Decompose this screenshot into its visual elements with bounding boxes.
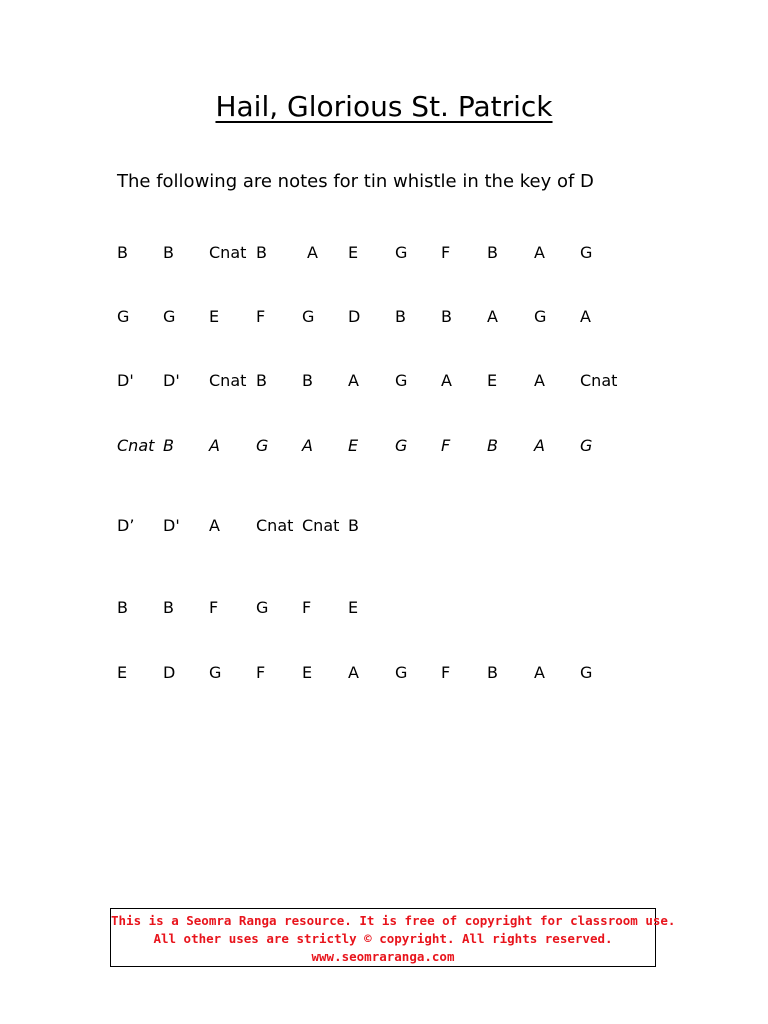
note: G <box>302 307 315 326</box>
note: D' <box>163 371 180 390</box>
note: D' <box>117 371 134 390</box>
note: E <box>348 243 359 262</box>
note: A <box>441 371 452 390</box>
note: A <box>487 307 498 326</box>
note: E <box>302 663 313 682</box>
note: G <box>117 307 130 326</box>
note: E <box>209 307 220 326</box>
note: F <box>441 243 451 262</box>
note: G <box>395 243 408 262</box>
note: B <box>441 307 452 326</box>
note: A <box>302 436 313 455</box>
note: A <box>348 371 359 390</box>
note: G <box>580 436 593 455</box>
note: B <box>302 371 313 390</box>
note: G <box>209 663 222 682</box>
note: E <box>348 436 359 455</box>
note: B <box>117 598 128 617</box>
note-row-1 <box>0 243 768 265</box>
note: G <box>534 307 547 326</box>
note: G <box>256 598 269 617</box>
note: Cnat <box>209 243 247 262</box>
note: A <box>580 307 591 326</box>
footer-line-2: All other uses are strictly © copyright. All rights reserved. <box>153 931 613 946</box>
note: B <box>256 243 267 262</box>
page-title: Hail, Glorious St. Patrick <box>215 90 553 123</box>
note: A <box>534 371 545 390</box>
footer-link[interactable]: www.seomraranga.com <box>311 949 455 964</box>
intro-text: The following are notes for tin whistle in the key of D <box>117 171 594 192</box>
note: F <box>256 307 266 326</box>
note: B <box>163 598 174 617</box>
note: D' <box>163 516 180 535</box>
note: A <box>209 436 220 455</box>
note-row-5 <box>0 516 768 538</box>
footer-line-1: This is a Seomra Ranga resource. It is free of copyright for classroom use. <box>111 913 676 928</box>
note: Cnat <box>302 516 340 535</box>
note: G <box>256 436 269 455</box>
note: A <box>534 436 545 455</box>
note: B <box>348 516 359 535</box>
note: D <box>163 663 176 682</box>
note: E <box>487 371 498 390</box>
note: G <box>163 307 176 326</box>
note: A <box>534 243 545 262</box>
note: B <box>163 436 174 455</box>
note: B <box>117 243 128 262</box>
note: Cnat <box>580 371 618 390</box>
note-row-2 <box>0 307 768 329</box>
note: A <box>348 663 359 682</box>
note-row-6 <box>0 598 768 620</box>
note: D’ <box>117 516 135 535</box>
footer-box <box>110 908 676 967</box>
note: F <box>441 663 451 682</box>
note: G <box>395 436 408 455</box>
note: F <box>302 598 312 617</box>
note: G <box>395 663 408 682</box>
note: B <box>256 371 267 390</box>
note: G <box>580 243 593 262</box>
note-row-7 <box>0 663 768 685</box>
note: B <box>487 436 498 455</box>
note: Cnat <box>209 371 247 390</box>
note: Cnat <box>256 516 294 535</box>
note: G <box>395 371 408 390</box>
note: D <box>348 307 361 326</box>
note: F <box>209 598 219 617</box>
note: Cnat <box>117 436 155 455</box>
note-row-3 <box>0 371 768 393</box>
note: E <box>117 663 128 682</box>
note: F <box>441 436 451 455</box>
note: A <box>534 663 545 682</box>
note-row-4 <box>0 436 768 458</box>
note: B <box>487 663 498 682</box>
note: B <box>395 307 406 326</box>
note: B <box>163 243 174 262</box>
note: E <box>348 598 359 617</box>
note: B <box>487 243 498 262</box>
note: G <box>580 663 593 682</box>
note: F <box>256 663 266 682</box>
note: A <box>307 243 318 262</box>
note: A <box>209 516 220 535</box>
